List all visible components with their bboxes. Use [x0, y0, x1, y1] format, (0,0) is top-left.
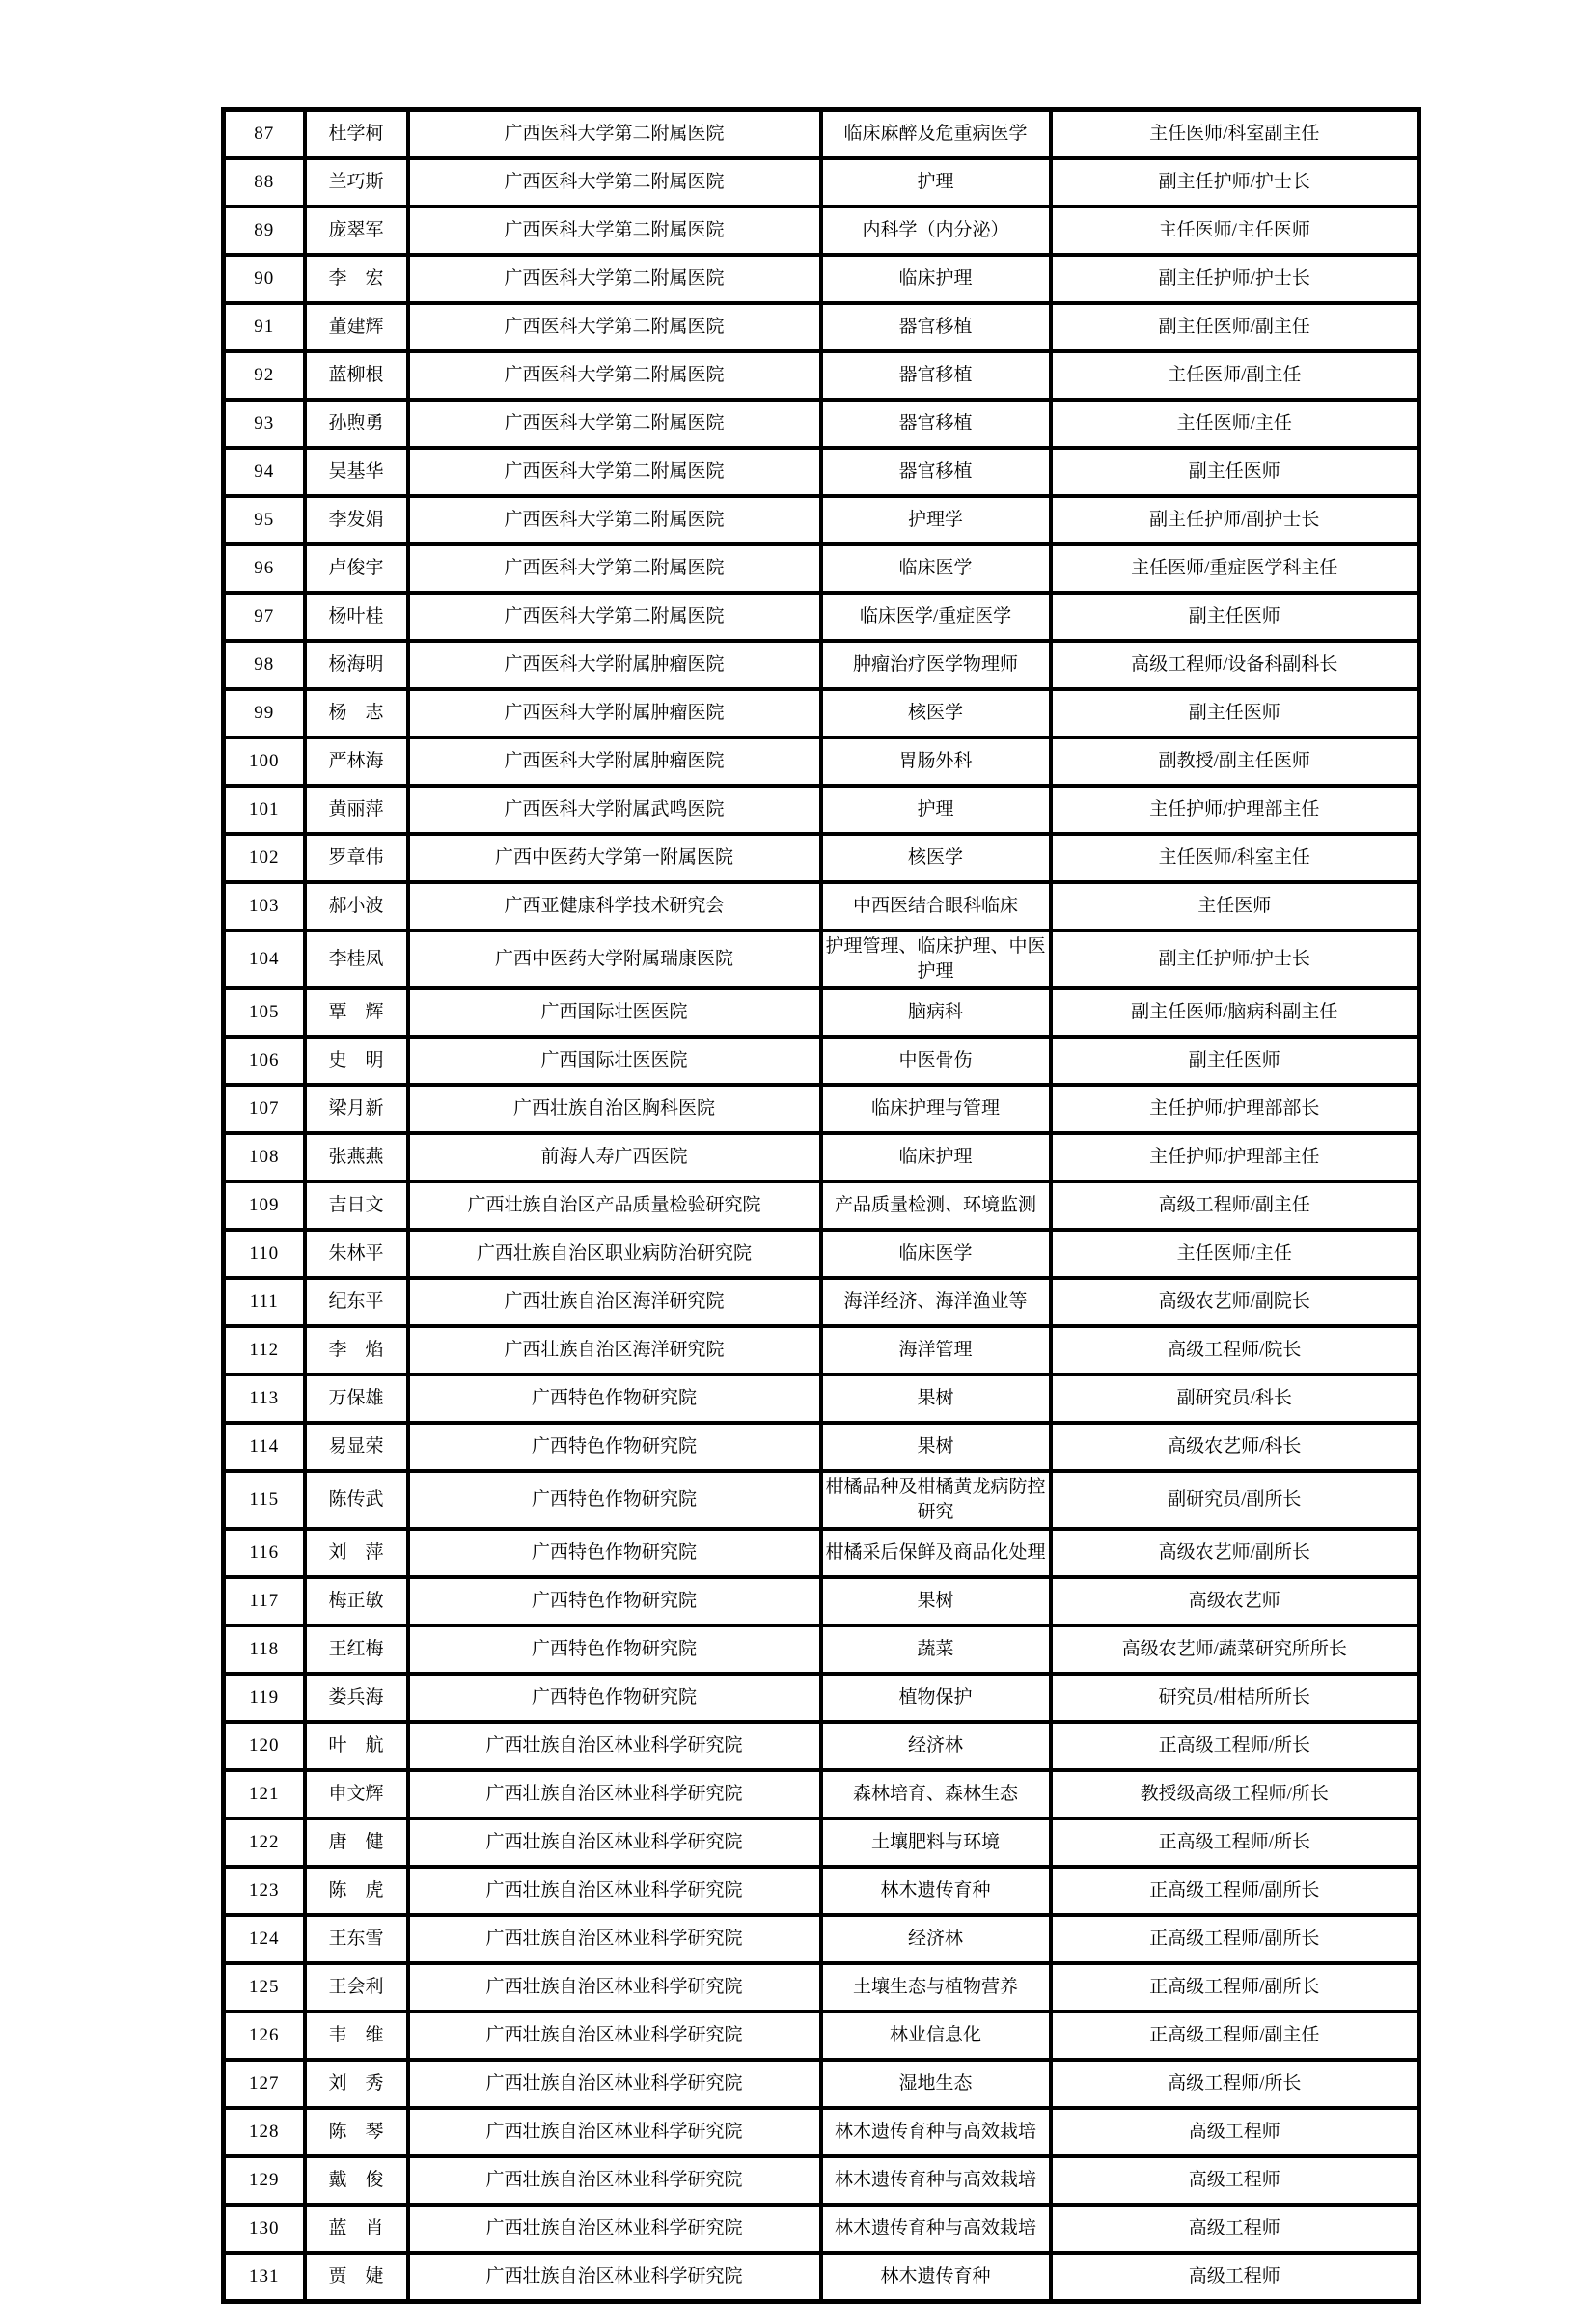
cell-name: 韦 维	[305, 2012, 408, 2060]
cell-institution: 广西医科大学第二附属医院	[408, 544, 821, 593]
cell-name: 罗章伟	[305, 834, 408, 882]
cell-institution: 广西特色作物研究院	[408, 1625, 821, 1674]
cell-name: 王东雪	[305, 1915, 408, 1963]
cell-name: 杨海明	[305, 641, 408, 689]
cell-index: 98	[224, 641, 305, 689]
cell-institution: 广西壮族自治区林业科学研究院	[408, 1722, 821, 1770]
cell-title: 高级工程师	[1051, 2253, 1419, 2302]
cell-institution: 广西壮族自治区胸科医院	[408, 1085, 821, 1133]
cell-title: 主任医师/主任	[1051, 1230, 1419, 1278]
cell-institution: 广西医科大学第二附属医院	[408, 110, 821, 159]
table-row	[224, 544, 1419, 593]
cell-title: 主任医师/科室主任	[1051, 834, 1419, 882]
cell-title: 副研究员/科长	[1051, 1374, 1419, 1423]
cell-title: 正高级工程师/副所长	[1051, 1963, 1419, 2012]
cell-name: 李 焰	[305, 1326, 408, 1374]
cell-institution: 广西壮族自治区林业科学研究院	[408, 2012, 821, 2060]
table-row	[224, 1915, 1419, 1963]
cell-institution: 广西特色作物研究院	[408, 1471, 821, 1529]
table-row	[224, 1085, 1419, 1133]
table-row	[224, 641, 1419, 689]
cell-specialty: 海洋管理	[821, 1326, 1051, 1374]
cell-name: 纪东平	[305, 1278, 408, 1326]
cell-index: 128	[224, 2108, 305, 2156]
table-row	[224, 1818, 1419, 1867]
personnel-roster-table	[221, 107, 1421, 2304]
cell-name: 万保雄	[305, 1374, 408, 1423]
cell-specialty: 肿瘤治疗医学物理师	[821, 641, 1051, 689]
cell-index: 111	[224, 1278, 305, 1326]
cell-index: 123	[224, 1867, 305, 1915]
cell-title: 副主任医师	[1051, 593, 1419, 641]
cell-specialty: 土壤肥料与环境	[821, 1818, 1051, 1867]
cell-specialty: 果树	[821, 1374, 1051, 1423]
cell-specialty: 中西医结合眼科临床	[821, 882, 1051, 930]
cell-index: 95	[224, 496, 305, 544]
cell-institution: 广西国际壮医医院	[408, 988, 821, 1037]
cell-name: 李桂凤	[305, 930, 408, 988]
cell-index: 103	[224, 882, 305, 930]
cell-title: 高级工程师/副主任	[1051, 1181, 1419, 1230]
cell-specialty: 护理管理、临床护理、中医护理	[821, 930, 1051, 988]
cell-title: 高级工程师/院长	[1051, 1326, 1419, 1374]
cell-name: 孙煦勇	[305, 400, 408, 448]
cell-institution: 广西亚健康科学技术研究会	[408, 882, 821, 930]
cell-specialty: 核医学	[821, 834, 1051, 882]
cell-name: 杨叶桂	[305, 593, 408, 641]
cell-institution: 广西中医药大学第一附属医院	[408, 834, 821, 882]
cell-title: 主任医师	[1051, 882, 1419, 930]
cell-institution: 广西壮族自治区林业科学研究院	[408, 1867, 821, 1915]
table-row	[224, 303, 1419, 351]
cell-title: 高级农艺师	[1051, 1577, 1419, 1625]
cell-name: 严林海	[305, 737, 408, 786]
cell-title: 高级工程师	[1051, 2156, 1419, 2205]
cell-index: 115	[224, 1471, 305, 1529]
table-row	[224, 1529, 1419, 1577]
cell-title: 高级农艺师/副院长	[1051, 1278, 1419, 1326]
cell-index: 113	[224, 1374, 305, 1423]
cell-name: 唐 健	[305, 1818, 408, 1867]
table-row	[224, 1423, 1419, 1471]
cell-specialty: 林木遗传育种	[821, 1867, 1051, 1915]
cell-specialty: 护理	[821, 786, 1051, 834]
table-row	[224, 988, 1419, 1037]
cell-specialty: 湿地生态	[821, 2060, 1051, 2108]
cell-institution: 广西医科大学第二附属医院	[408, 207, 821, 255]
table-row	[224, 255, 1419, 303]
cell-title: 高级农艺师/科长	[1051, 1423, 1419, 1471]
table-row	[224, 737, 1419, 786]
cell-specialty: 柑橘采后保鲜及商品化处理	[821, 1529, 1051, 1577]
cell-name: 申文辉	[305, 1770, 408, 1818]
cell-name: 吉日文	[305, 1181, 408, 1230]
cell-index: 120	[224, 1722, 305, 1770]
table-row	[224, 496, 1419, 544]
cell-index: 88	[224, 158, 305, 207]
cell-name: 蓝柳根	[305, 351, 408, 400]
cell-specialty: 核医学	[821, 689, 1051, 737]
cell-index: 131	[224, 2253, 305, 2302]
cell-index: 109	[224, 1181, 305, 1230]
cell-name: 贾 婕	[305, 2253, 408, 2302]
table-row	[224, 689, 1419, 737]
cell-name: 王红梅	[305, 1625, 408, 1674]
table-row	[224, 1181, 1419, 1230]
cell-specialty: 林木遗传育种与高效栽培	[821, 2205, 1051, 2253]
cell-index: 94	[224, 448, 305, 496]
cell-specialty: 林木遗传育种与高效栽培	[821, 2108, 1051, 2156]
cell-index: 122	[224, 1818, 305, 1867]
table-row	[224, 400, 1419, 448]
cell-index: 127	[224, 2060, 305, 2108]
cell-institution: 广西医科大学附属肿瘤医院	[408, 689, 821, 737]
cell-name: 覃 辉	[305, 988, 408, 1037]
cell-name: 史 明	[305, 1037, 408, 1085]
cell-specialty: 护理	[821, 158, 1051, 207]
cell-title: 主任护师/护理部部长	[1051, 1085, 1419, 1133]
table-row	[224, 2060, 1419, 2108]
table-row	[224, 158, 1419, 207]
cell-name: 梁月新	[305, 1085, 408, 1133]
cell-title: 副主任护师/护士长	[1051, 930, 1419, 988]
table-row	[224, 1770, 1419, 1818]
cell-specialty: 临床护理	[821, 255, 1051, 303]
cell-title: 高级农艺师/蔬菜研究所所长	[1051, 1625, 1419, 1674]
table-row	[224, 2253, 1419, 2302]
table-row	[224, 2156, 1419, 2205]
table-row	[224, 882, 1419, 930]
cell-specialty: 临床医学	[821, 1230, 1051, 1278]
table-row	[224, 786, 1419, 834]
cell-specialty: 柑橘品种及柑橘黄龙病防控研究	[821, 1471, 1051, 1529]
cell-specialty: 经济林	[821, 1915, 1051, 1963]
cell-index: 112	[224, 1326, 305, 1374]
table-row	[224, 448, 1419, 496]
cell-title: 高级工程师	[1051, 2205, 1419, 2253]
cell-specialty: 临床护理	[821, 1133, 1051, 1181]
cell-index: 93	[224, 400, 305, 448]
cell-institution: 广西中医药大学附属瑞康医院	[408, 930, 821, 988]
cell-title: 副主任医师	[1051, 1037, 1419, 1085]
cell-title: 教授级高级工程师/所长	[1051, 1770, 1419, 1818]
cell-name: 庞翠军	[305, 207, 408, 255]
cell-institution: 广西壮族自治区林业科学研究院	[408, 2253, 821, 2302]
table-row	[224, 1374, 1419, 1423]
cell-index: 105	[224, 988, 305, 1037]
cell-index: 125	[224, 1963, 305, 2012]
cell-index: 97	[224, 593, 305, 641]
cell-specialty: 产品质量检测、环境监测	[821, 1181, 1051, 1230]
table-row	[224, 207, 1419, 255]
cell-institution: 广西医科大学第二附属医院	[408, 158, 821, 207]
cell-institution: 广西壮族自治区海洋研究院	[408, 1278, 821, 1326]
cell-institution: 前海人寿广西医院	[408, 1133, 821, 1181]
cell-name: 刘 萍	[305, 1529, 408, 1577]
cell-institution: 广西特色作物研究院	[408, 1529, 821, 1577]
cell-name: 黄丽萍	[305, 786, 408, 834]
cell-specialty: 林业信息化	[821, 2012, 1051, 2060]
cell-institution: 广西医科大学第二附属医院	[408, 351, 821, 400]
cell-name: 戴 俊	[305, 2156, 408, 2205]
cell-institution: 广西医科大学第二附属医院	[408, 303, 821, 351]
table-row	[224, 2205, 1419, 2253]
cell-institution: 广西医科大学附属肿瘤医院	[408, 641, 821, 689]
cell-index: 106	[224, 1037, 305, 1085]
cell-specialty: 内科学（内分泌）	[821, 207, 1051, 255]
cell-specialty: 临床麻醉及危重病医学	[821, 110, 1051, 159]
cell-institution: 广西特色作物研究院	[408, 1423, 821, 1471]
cell-title: 副教授/副主任医师	[1051, 737, 1419, 786]
cell-name: 张燕燕	[305, 1133, 408, 1181]
table-row	[224, 1230, 1419, 1278]
cell-index: 114	[224, 1423, 305, 1471]
cell-institution: 广西医科大学第二附属医院	[408, 448, 821, 496]
cell-name: 杨 志	[305, 689, 408, 737]
cell-title: 副主任护师/护士长	[1051, 158, 1419, 207]
cell-title: 正高级工程师/副所长	[1051, 1915, 1419, 1963]
cell-institution: 广西壮族自治区林业科学研究院	[408, 2108, 821, 2156]
cell-specialty: 蔬菜	[821, 1625, 1051, 1674]
cell-title: 正高级工程师/所长	[1051, 1722, 1419, 1770]
table-row	[224, 1133, 1419, 1181]
cell-index: 101	[224, 786, 305, 834]
cell-name: 陈传武	[305, 1471, 408, 1529]
cell-index: 110	[224, 1230, 305, 1278]
cell-index: 89	[224, 207, 305, 255]
cell-specialty: 器官移植	[821, 400, 1051, 448]
cell-specialty: 果树	[821, 1577, 1051, 1625]
cell-specialty: 土壤生态与植物营养	[821, 1963, 1051, 2012]
cell-institution: 广西壮族自治区林业科学研究院	[408, 1818, 821, 1867]
cell-index: 96	[224, 544, 305, 593]
cell-institution: 广西特色作物研究院	[408, 1374, 821, 1423]
cell-title: 副主任医师/脑病科副主任	[1051, 988, 1419, 1037]
cell-title: 高级工程师	[1051, 2108, 1419, 2156]
table-row	[224, 1037, 1419, 1085]
table-row	[224, 2108, 1419, 2156]
cell-title: 副主任医师/副主任	[1051, 303, 1419, 351]
cell-specialty: 森林培育、森林生态	[821, 1770, 1051, 1818]
cell-name: 易显荣	[305, 1423, 408, 1471]
cell-title: 主任医师/科室副主任	[1051, 110, 1419, 159]
table-row	[224, 1625, 1419, 1674]
cell-title: 研究员/柑桔所所长	[1051, 1674, 1419, 1722]
table-row	[224, 1867, 1419, 1915]
cell-specialty: 林木遗传育种与高效栽培	[821, 2156, 1051, 2205]
table-row	[224, 1471, 1419, 1529]
cell-title: 正高级工程师/副主任	[1051, 2012, 1419, 2060]
cell-institution: 广西特色作物研究院	[408, 1577, 821, 1625]
cell-specialty: 经济林	[821, 1722, 1051, 1770]
cell-institution: 广西壮族自治区海洋研究院	[408, 1326, 821, 1374]
cell-institution: 广西医科大学第二附属医院	[408, 400, 821, 448]
cell-name: 杜学柯	[305, 110, 408, 159]
table-row	[224, 1278, 1419, 1326]
cell-title: 高级农艺师/副所长	[1051, 1529, 1419, 1577]
cell-title: 主任医师/主任医师	[1051, 207, 1419, 255]
cell-specialty: 临床医学/重症医学	[821, 593, 1051, 641]
cell-index: 102	[224, 834, 305, 882]
cell-index: 124	[224, 1915, 305, 1963]
cell-institution: 广西医科大学第二附属医院	[408, 496, 821, 544]
cell-index: 92	[224, 351, 305, 400]
cell-index: 118	[224, 1625, 305, 1674]
cell-index: 104	[224, 930, 305, 988]
cell-institution: 广西壮族自治区林业科学研究院	[408, 1963, 821, 2012]
table-row	[224, 834, 1419, 882]
table-row	[224, 1326, 1419, 1374]
cell-name: 吴基华	[305, 448, 408, 496]
cell-title: 主任护师/护理部主任	[1051, 1133, 1419, 1181]
cell-institution: 广西壮族自治区林业科学研究院	[408, 1770, 821, 1818]
cell-title: 副主任护师/护士长	[1051, 255, 1419, 303]
cell-index: 107	[224, 1085, 305, 1133]
cell-institution: 广西壮族自治区林业科学研究院	[408, 1915, 821, 1963]
cell-specialty: 海洋经济、海洋渔业等	[821, 1278, 1051, 1326]
cell-index: 117	[224, 1577, 305, 1625]
table-row	[224, 930, 1419, 988]
cell-name: 蓝 肖	[305, 2205, 408, 2253]
cell-title: 副主任医师	[1051, 448, 1419, 496]
cell-index: 91	[224, 303, 305, 351]
cell-name: 李发娟	[305, 496, 408, 544]
cell-name: 刘 秀	[305, 2060, 408, 2108]
cell-specialty: 脑病科	[821, 988, 1051, 1037]
cell-institution: 广西医科大学附属肿瘤医院	[408, 737, 821, 786]
cell-specialty: 器官移植	[821, 351, 1051, 400]
cell-institution: 广西医科大学附属武鸣医院	[408, 786, 821, 834]
cell-index: 129	[224, 2156, 305, 2205]
cell-name: 董建辉	[305, 303, 408, 351]
cell-name: 王会利	[305, 1963, 408, 2012]
cell-name: 娄兵海	[305, 1674, 408, 1722]
cell-title: 副研究员/副所长	[1051, 1471, 1419, 1529]
cell-title: 主任护师/护理部主任	[1051, 786, 1419, 834]
cell-specialty: 器官移植	[821, 448, 1051, 496]
cell-index: 100	[224, 737, 305, 786]
cell-title: 副主任护师/副护士长	[1051, 496, 1419, 544]
table-row	[224, 1722, 1419, 1770]
cell-title: 高级工程师/所长	[1051, 2060, 1419, 2108]
cell-institution: 广西壮族自治区林业科学研究院	[408, 2156, 821, 2205]
cell-specialty: 临床护理与管理	[821, 1085, 1051, 1133]
cell-institution: 广西医科大学第二附属医院	[408, 593, 821, 641]
cell-name: 陈 虎	[305, 1867, 408, 1915]
cell-index: 121	[224, 1770, 305, 1818]
cell-index: 99	[224, 689, 305, 737]
cell-institution: 广西壮族自治区产品质量检验研究院	[408, 1181, 821, 1230]
cell-name: 梅正敏	[305, 1577, 408, 1625]
cell-specialty: 护理学	[821, 496, 1051, 544]
cell-institution: 广西国际壮医医院	[408, 1037, 821, 1085]
roster-table-body	[224, 110, 1419, 2302]
table-row	[224, 1674, 1419, 1722]
cell-title: 主任医师/重症医学科主任	[1051, 544, 1419, 593]
cell-name: 兰巧斯	[305, 158, 408, 207]
cell-title: 副主任医师	[1051, 689, 1419, 737]
cell-name: 朱林平	[305, 1230, 408, 1278]
cell-institution: 广西壮族自治区林业科学研究院	[408, 2060, 821, 2108]
table-row	[224, 1577, 1419, 1625]
cell-title: 正高级工程师/所长	[1051, 1818, 1419, 1867]
cell-name: 李 宏	[305, 255, 408, 303]
cell-title: 正高级工程师/副所长	[1051, 1867, 1419, 1915]
cell-institution: 广西壮族自治区职业病防治研究院	[408, 1230, 821, 1278]
table-row	[224, 2012, 1419, 2060]
cell-index: 90	[224, 255, 305, 303]
cell-specialty: 器官移植	[821, 303, 1051, 351]
cell-institution: 广西特色作物研究院	[408, 1674, 821, 1722]
cell-index: 130	[224, 2205, 305, 2253]
cell-name: 叶 航	[305, 1722, 408, 1770]
cell-specialty: 林木遗传育种	[821, 2253, 1051, 2302]
cell-institution: 广西医科大学第二附属医院	[408, 255, 821, 303]
cell-title: 主任医师/副主任	[1051, 351, 1419, 400]
cell-name: 卢俊宇	[305, 544, 408, 593]
cell-institution: 广西壮族自治区林业科学研究院	[408, 2205, 821, 2253]
cell-index: 116	[224, 1529, 305, 1577]
cell-specialty: 植物保护	[821, 1674, 1051, 1722]
cell-index: 119	[224, 1674, 305, 1722]
cell-specialty: 果树	[821, 1423, 1051, 1471]
cell-title: 高级工程师/设备科副科长	[1051, 641, 1419, 689]
cell-specialty: 胃肠外科	[821, 737, 1051, 786]
cell-index: 108	[224, 1133, 305, 1181]
cell-index: 87	[224, 110, 305, 159]
cell-name: 郝小波	[305, 882, 408, 930]
table-row	[224, 351, 1419, 400]
table-row	[224, 110, 1419, 159]
table-row	[224, 593, 1419, 641]
cell-specialty: 临床医学	[821, 544, 1051, 593]
cell-specialty: 中医骨伤	[821, 1037, 1051, 1085]
table-row	[224, 1963, 1419, 2012]
cell-name: 陈 琴	[305, 2108, 408, 2156]
cell-index: 126	[224, 2012, 305, 2060]
cell-title: 主任医师/主任	[1051, 400, 1419, 448]
